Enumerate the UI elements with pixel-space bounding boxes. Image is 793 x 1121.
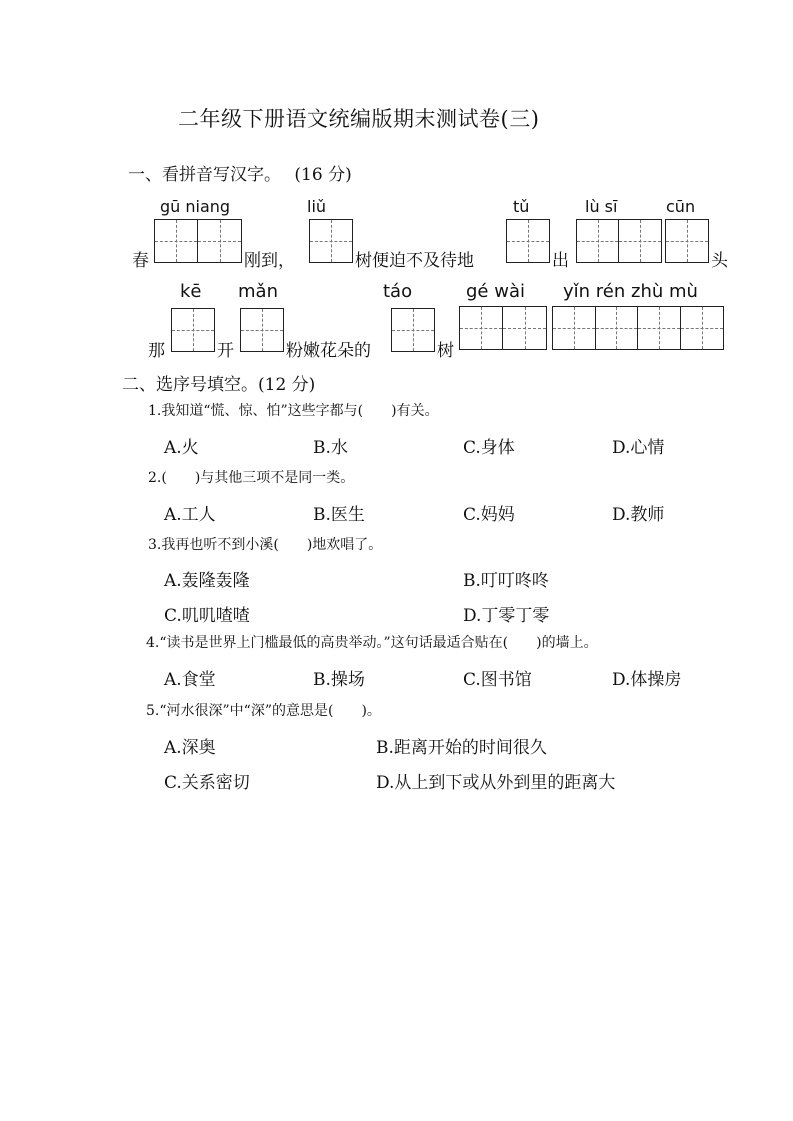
text-shu-bian: 树便迫不及待地 <box>355 251 474 271</box>
box-cell <box>596 307 639 349</box>
q3-option-d[interactable]: D.丁零丁零 <box>463 606 550 626</box>
q1-option-d[interactable]: D.心情 <box>612 438 665 458</box>
answer-box-ge-wai[interactable] <box>459 306 547 350</box>
box-cell <box>553 307 596 349</box>
q4-option-b[interactable]: B.操场 <box>313 670 365 690</box>
q3-option-c[interactable]: C.叽叽喳喳 <box>164 606 250 626</box>
box-cell <box>503 307 546 349</box>
box-cell <box>198 220 241 262</box>
pinyin-gu-niang: gū niang <box>160 197 231 216</box>
pinyin-man: mǎn <box>238 281 278 302</box>
page-title: 二年级下册语文统编版期末测试卷(三) <box>178 107 540 131</box>
box-cell <box>638 307 681 349</box>
section1-score: (16 分) <box>294 165 352 185</box>
pinyin-ge-wai: gé wài <box>466 281 525 302</box>
box-cell <box>155 220 198 262</box>
q1-option-b[interactable]: B.水 <box>313 438 348 458</box>
answer-box-man[interactable] <box>240 308 284 352</box>
box-cell <box>619 220 661 262</box>
text-shu: 树 <box>437 341 454 361</box>
section2-heading: 二、选序号填空。(12 分) <box>122 375 316 395</box>
box-cell <box>310 220 352 262</box>
box-cell <box>392 309 434 351</box>
q4-option-d[interactable]: D.体操房 <box>612 670 682 690</box>
answer-box-tu[interactable] <box>506 219 550 263</box>
q4-option-a[interactable]: A.食堂 <box>164 670 216 690</box>
question-2: 2.( )与其他三项不是同一类。 <box>148 470 355 486</box>
q1-option-a[interactable]: A.火 <box>164 438 199 458</box>
pinyin-liu: liǔ <box>307 197 327 216</box>
box-cell <box>681 307 723 349</box>
answer-box-lu-si[interactable] <box>576 219 662 263</box>
section1-title: 一、看拼音写汉字。 <box>128 165 281 185</box>
q5-option-a[interactable]: A.深奥 <box>164 738 216 758</box>
q5-option-d[interactable]: D.从上到下或从外到里的距离大 <box>376 773 616 793</box>
box-cell <box>507 220 549 262</box>
q2-option-c[interactable]: C.妈妈 <box>463 505 515 525</box>
box-cell <box>460 307 503 349</box>
pinyin-tu: tǔ <box>513 197 530 216</box>
box-cell <box>577 220 619 262</box>
q1-option-c[interactable]: C.身体 <box>463 438 515 458</box>
text-chun: 春 <box>132 251 149 271</box>
text-fen-nen: 粉嫩花朵的 <box>286 341 371 361</box>
text-tou: 头 <box>711 251 728 271</box>
box-cell <box>666 220 708 262</box>
pinyin-ke: kē <box>180 281 202 302</box>
q5-option-c[interactable]: C.关系密切 <box>164 773 250 793</box>
box-cell <box>241 309 283 351</box>
q2-option-a[interactable]: A.工人 <box>164 505 216 525</box>
text-chu: 出 <box>552 251 569 271</box>
q4-option-c[interactable]: C.图书馆 <box>463 670 532 690</box>
text-kai: 开 <box>217 341 234 361</box>
q2-option-b[interactable]: B.医生 <box>313 505 365 525</box>
answer-box-gu-niang[interactable] <box>154 219 242 263</box>
answer-box-tao[interactable] <box>391 308 435 352</box>
text-na: 那 <box>148 341 165 361</box>
answer-box-yin-ren-zhu-mu[interactable] <box>552 306 724 350</box>
text-gang-dao: 刚到， <box>244 251 295 271</box>
box-cell <box>172 309 214 351</box>
question-5: 5.“河水很深”中“深”的意思是( )。 <box>146 703 381 719</box>
pinyin-lu-si: lù sī <box>585 197 618 216</box>
q5-option-b[interactable]: B.距离开始的时间很久 <box>376 738 547 758</box>
question-4: 4.“读书是世界上门槛最低的高贵举动。”这句话最适合贴在( )的墙上。 <box>146 635 598 651</box>
pinyin-yin-ren-zhu-mu: yǐn rén zhù mù <box>563 281 698 302</box>
pinyin-tao: táo <box>383 281 413 302</box>
pinyin-cun: cūn <box>666 197 696 216</box>
q2-option-d[interactable]: D.教师 <box>612 505 665 525</box>
answer-box-cun[interactable] <box>665 219 709 263</box>
q3-option-a[interactable]: A.轰隆轰隆 <box>164 571 250 591</box>
question-3: 3.我再也听不到小溪( )地欢唱了。 <box>148 537 383 553</box>
answer-box-liu[interactable] <box>309 219 353 263</box>
question-1: 1.我知道“慌、惊、怕”这些字都与( )有关。 <box>148 403 439 419</box>
section1-heading <box>128 160 352 185</box>
answer-box-ke[interactable] <box>171 308 215 352</box>
q3-option-b[interactable]: B.叮叮咚咚 <box>463 571 549 591</box>
